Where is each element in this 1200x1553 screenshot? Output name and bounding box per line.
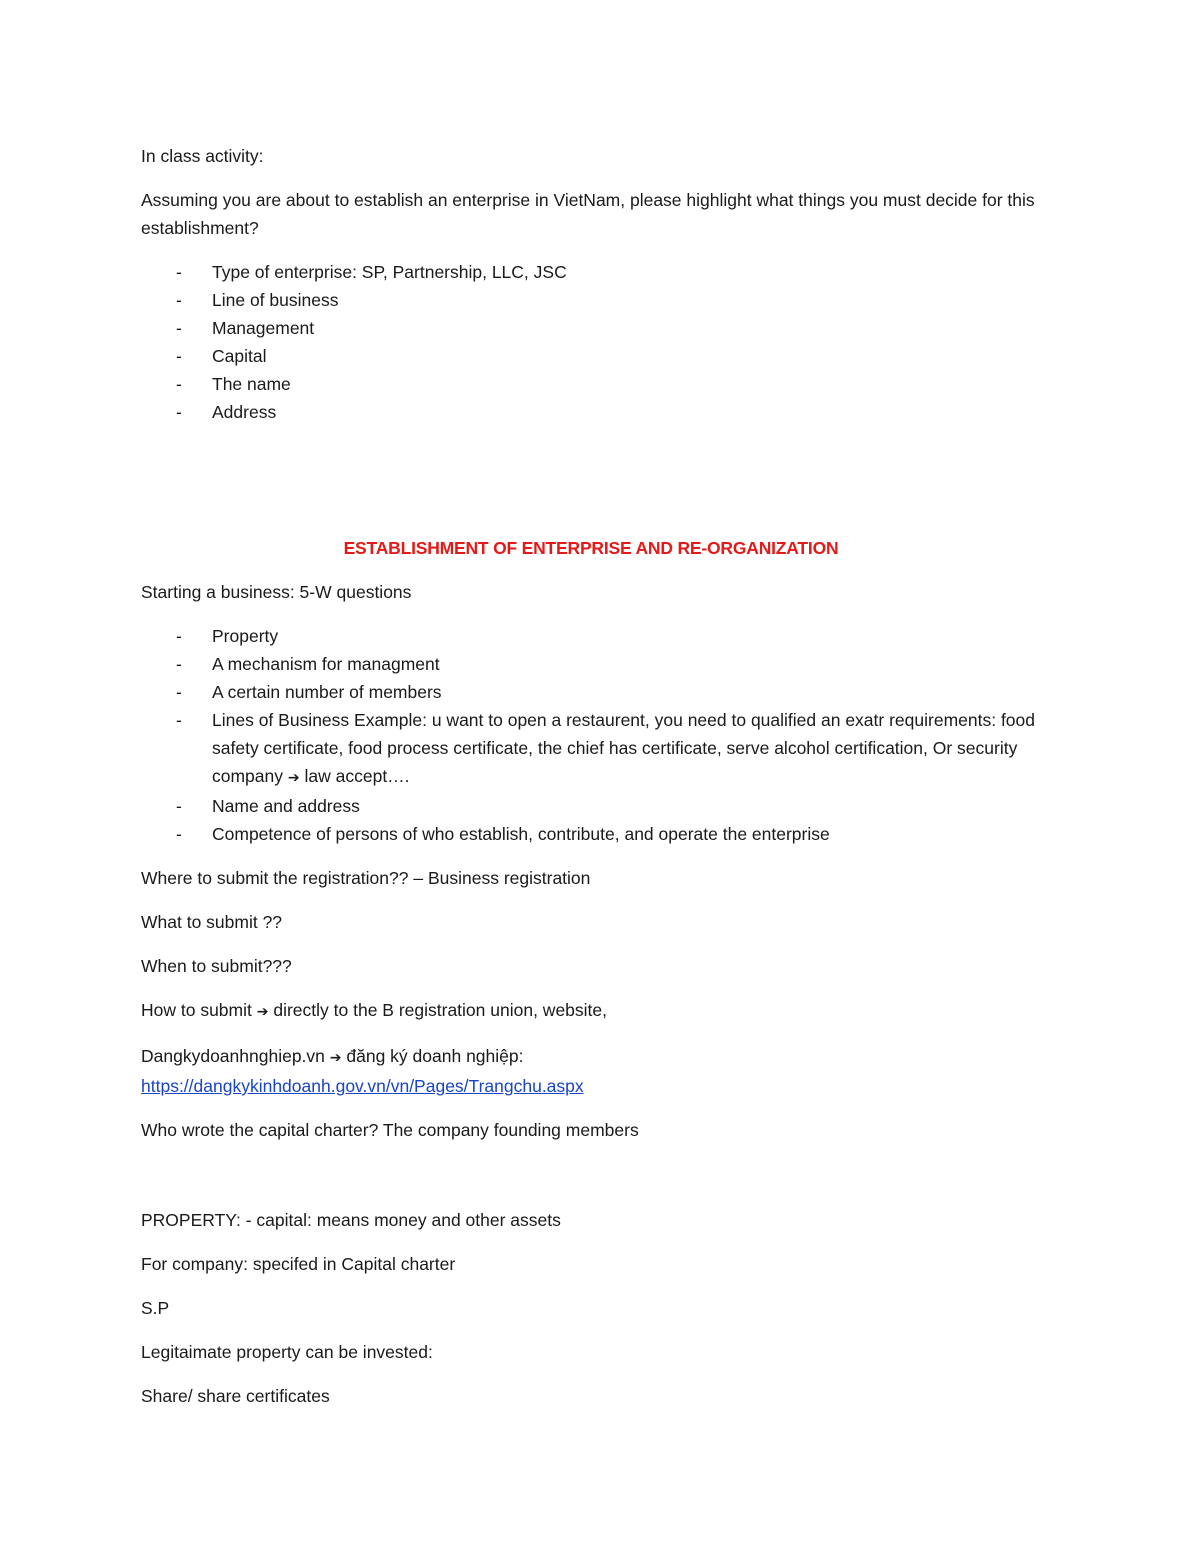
arrow-right-icon: ➔ <box>256 1004 269 1020</box>
where-line: Where to submit the registration?? – Business registration <box>141 868 591 888</box>
list-item-tail: law accept…. <box>304 766 410 786</box>
when-line: When to submit??? <box>141 956 292 976</box>
requirements-list <box>141 622 1041 848</box>
list-item-text: Lines of Business Example: u want to open a restaurent, you need to qualified an exatr requirements: food safety certificate, food process certificate, the chief has certificate, serve alcohol certification, Or security company <box>212 710 1036 786</box>
sp-line: S.P <box>141 1298 170 1318</box>
list-item <box>141 706 1041 792</box>
section-subheading: Starting a business: 5-W questions <box>141 582 412 602</box>
list-item: - Name and address <box>141 792 1041 820</box>
what-line: What to submit ?? <box>141 912 283 932</box>
list-item: - Property <box>141 622 1041 650</box>
property-line: PROPERTY: - capital: means money and other assets <box>141 1210 561 1230</box>
activity-question: Assuming you are about to establish an enterprise in VietNam, please highlight what things you must decide for this establishment? <box>141 190 1035 238</box>
arrow-right-icon: ➔ <box>287 770 300 786</box>
activity-label: In class activity: <box>141 146 264 166</box>
registration-link[interactable]: https://dangkykinhdoanh.gov.vn/vn/Pages/Trangchu.aspx <box>141 1076 584 1096</box>
document-page <box>141 142 1041 1426</box>
list-item: - A certain number of members <box>141 678 1041 706</box>
list-item: - Type of enterprise: SP, Partnership, LLC, JSC <box>141 258 1041 286</box>
site-line: Dangkydoanhnghiep.vn ➔ đăng ký doanh nghiệp: https://dangkykinhdoanh.gov.vn/vn/Pages/Trangchu.aspx <box>141 1046 584 1096</box>
list-item: - A mechanism for managment <box>141 650 1041 678</box>
legitimate-line: Legitaimate property can be invested: <box>141 1342 433 1362</box>
how-line: How to submit ➔ directly to the B registration union, website, <box>141 1000 608 1020</box>
arrow-right-icon: ➔ <box>329 1050 342 1066</box>
list-item: - Capital <box>141 342 1041 370</box>
share-line: Share/ share certificates <box>141 1386 330 1406</box>
decision-list <box>141 258 1041 426</box>
who-line: Who wrote the capital charter? The company founding members <box>141 1120 639 1140</box>
list-item: - Management <box>141 314 1041 342</box>
list-item: - Competence of persons of who establish, contribute, and operate the enterprise <box>141 820 1041 848</box>
section-heading: ESTABLISHMENT OF ENTERPRISE AND RE-ORGANIZATION <box>343 538 839 558</box>
company-line: For company: specifed in Capital charter <box>141 1254 456 1274</box>
list-item: - Line of business <box>141 286 1041 314</box>
list-item: - Address <box>141 398 1041 426</box>
list-item: - The name <box>141 370 1041 398</box>
